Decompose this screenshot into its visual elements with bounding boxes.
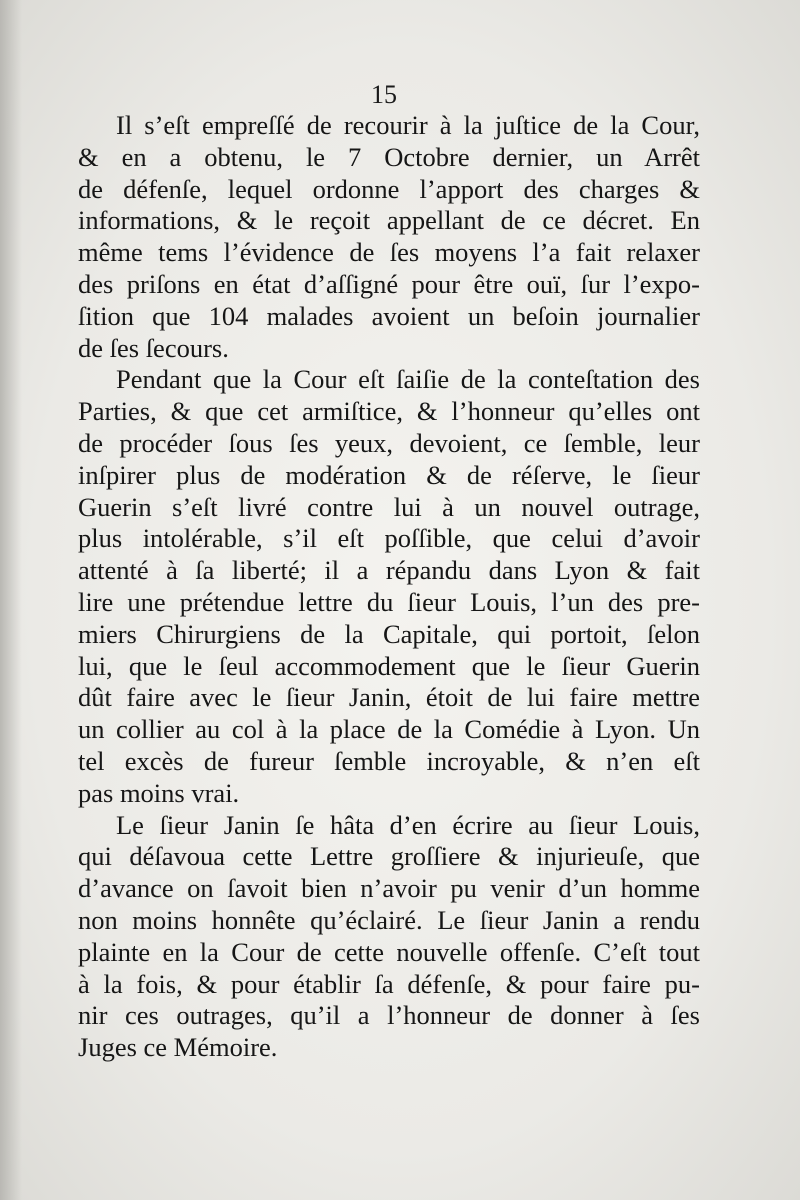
text-line: Juges ce Mémoire. [78,1032,278,1063]
text-line: même tems l’évidence de ſes moyens l’a fait relaxer [78,237,700,268]
text-line: tel excès de fureur ſemble incroyable, & n’en eſt [78,745,700,776]
text-line: de procéder ſous ſes yeux, devoient, ce ſemble, leur [78,427,700,458]
text-line: Parties, & que cet armiſtice, & l’honneur qu’elles ont [78,396,700,427]
text-line: inſpirer plus de modération & de réſerve, le ſieur [78,459,700,490]
text-line: qui déſavoua cette Lettre groſſiere & injurieuſe, que [78,841,700,872]
text-line: des priſons en état d’aſſigné pour être ouï, ſur l’expo- [78,268,700,299]
text-line: & en a obtenu, le 7 Octobre dernier, un Arrêt [78,141,700,172]
text-line: plus intolérable, s’il eſt poſſible, que celui d’avoir [78,523,700,554]
text-line: non moins honnête qu’éclairé. Le ſieur Janin a rendu [78,904,700,935]
text-line: d’avance on ſavoit bien n’avoir pu venir d’un homme [78,873,700,904]
text-line: pas moins vrai. [78,777,240,808]
body-text [78,110,700,1064]
text-line: Pendant que la Cour eſt ſaiſie de la conteſtation des [116,364,700,395]
text-line: lui, que le ſeul accommodement que le ſieur Guerin [78,650,700,681]
text-line: à la fois, & pour établir ſa défenſe, & pour faire pu- [78,968,700,999]
text-line: Il s’eſt empreſſé de recourir à la juſtice de la Cour, [116,110,700,140]
text-line: un collier au col à la place de la Comédie à Lyon. Un [78,714,700,745]
text-line: Le ſieur Janin ſe hâta d’en écrire au ſieur Louis, [116,809,700,840]
text-line: nir ces outrages, qu’il a l’honneur de donner à ſes [78,1000,700,1031]
text-line: miers Chirurgiens de la Capitale, qui portoit, ſelon [78,618,700,649]
text-line: Guerin s’eſt livré contre lui à un nouvel outrage, [78,491,700,522]
text-line: lire une prétendue lettre du ſieur Louis, l’un des pre- [78,586,700,617]
text-line: de défenſe, lequel ordonne l’apport des charges & [78,173,700,204]
text-line: attenté à ſa liberté; il a répandu dans Lyon & fait [78,555,700,586]
text-line: plainte en la Cour de cette nouvelle offenſe. C’eſt tout [78,936,700,967]
page-number: 15 [371,80,397,109]
text-line: ſition que 104 malades avoient un beſoin journalier [78,300,700,331]
page-gutter-shadow [0,0,22,1200]
text-line: dût faire avec le ſieur Janin, étoit de lui faire mettre [78,682,700,713]
text-line: informations, & le reçoit appellant de ce décret. En [78,205,700,236]
text-line: de ſes ſecours. [78,332,229,363]
